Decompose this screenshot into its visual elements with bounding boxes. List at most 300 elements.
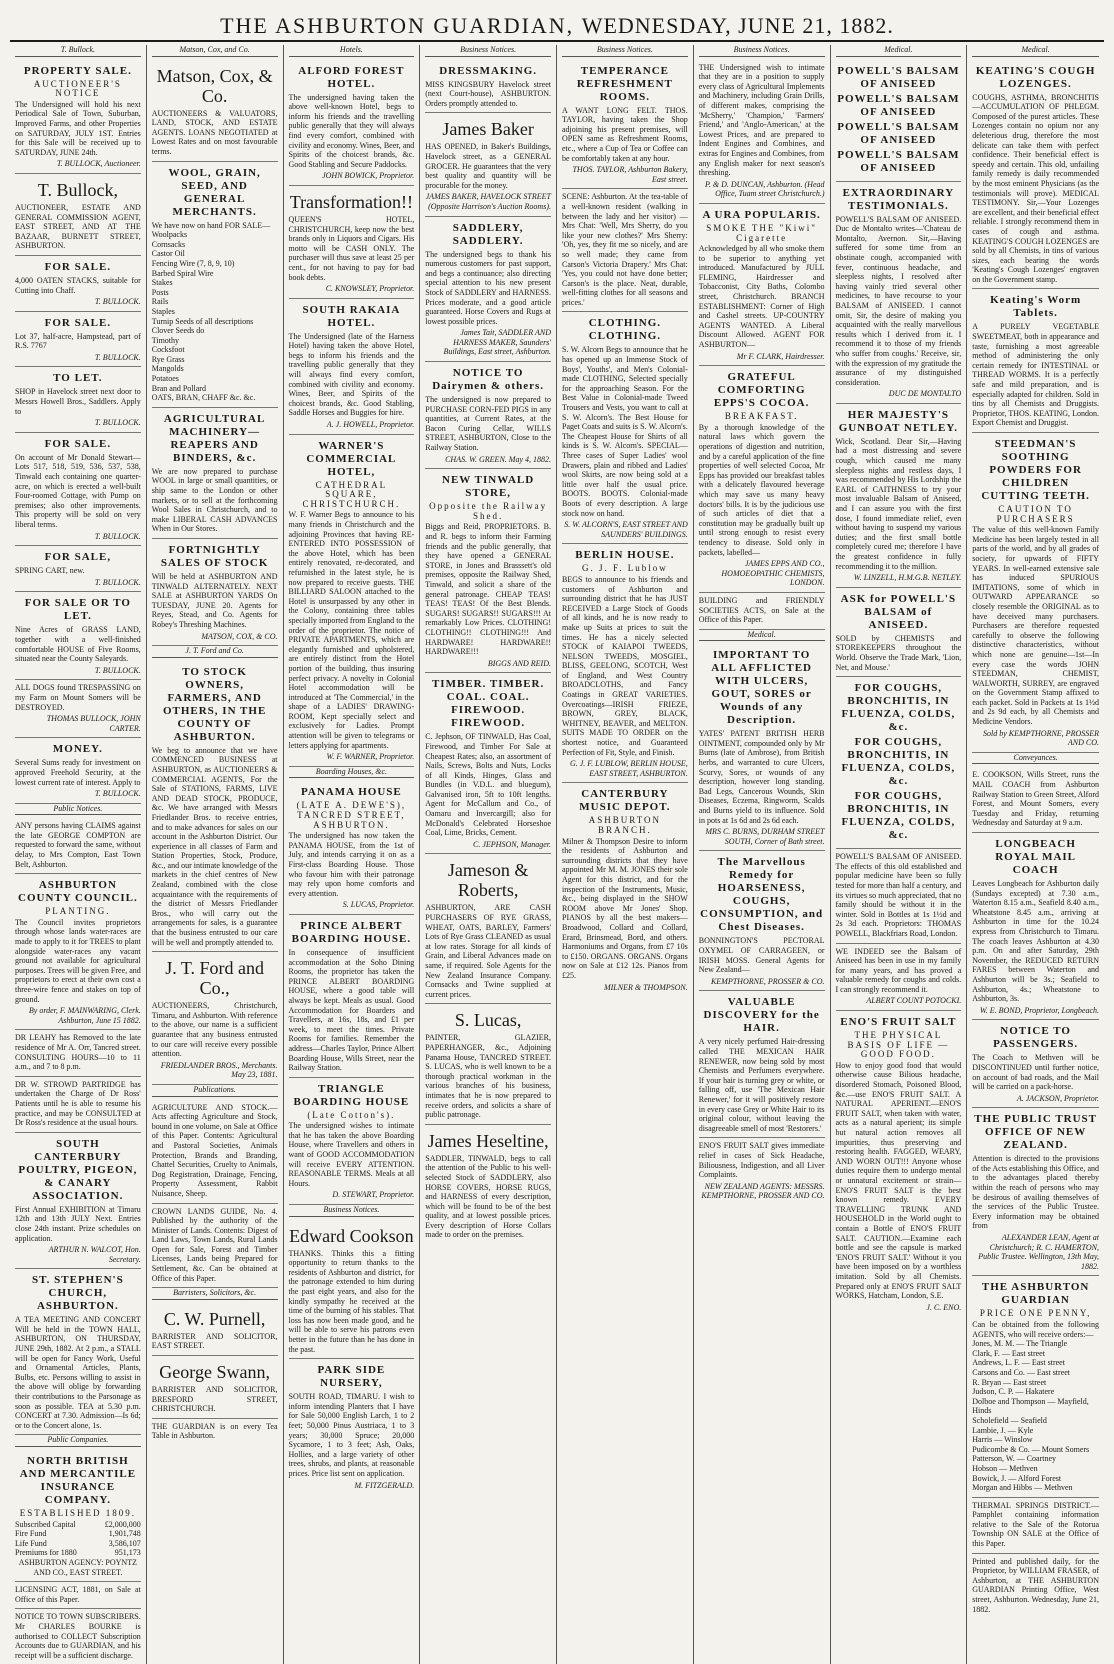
section-heading: Boarding Houses, &c. [289,767,415,779]
ad-subtitle: PRICE ONE PENNY, [979,1308,1092,1319]
advertisement [699,593,825,630]
notice [972,1498,1099,1554]
ad-list-item: Potatoes [151,374,179,384]
advertisement [836,404,962,588]
ad-list-item: Bowick, J. — Alford Forest [972,1473,1062,1483]
ad-title: Keating's Worm Tablets. [990,294,1082,320]
ad-body: W. F. Warner Begs to announce to his many friends in Christchurch and the adjoining Provinces that having RE-ENTERED INTO POSSESSION of the above Hotel, which has been entirely renovated, re-decorated, and refurnished in the latest style, he is now prepared to receive guests. THE BILLIARD SALOON attached to the Hotel is unsurpassed by any other in the Colony, containing three tables specially imported from England to the order of the proprietor. The notice of PRIVATE APARTMENTS, which are elegantly furnished and upholstered, are entirely distinct from the Hotel portion of the building, thus insuring perfect privacy. A novelty in Colonial Hotel accommodation will be introduced at 'The Commercial,' in the shape of a LADIES' DRAWING-ROOM, Kept specially select and exclusively for Ladies. Prompt attention will be given to telegrams or letters applying for apartments. [288,510,415,750]
column-heading: T. Bullock. [15,45,141,57]
advertisement [15,433,141,546]
ad-title: TO LET. [53,372,103,385]
ad-body: The Coach to Methven will be DISCONTINUED until further notice, on account of bad roads, and the Mail will be carried on a pack-horse. [972,1053,1099,1092]
advertisement [562,544,688,783]
masthead-rule [10,40,1104,42]
advertisement [836,588,962,677]
advertisement [152,162,278,408]
company-row-value: 3,586,107 [108,1538,141,1548]
ad-body: Acknowledged by all who smoke them to be superior to anything yet introduced. Manufactured by JULL FLEMING, Hairdresser and Tobacconist, City Baths, Colombo street, Christchurch. BRANCH ESTABLISHMENT: Corner of High and Cashel streets. UP-COUNTRY AGENTS WANTED. A Liberal Discount Allowed. AGENT FOR ASHBURTON— [698,244,825,350]
notice [289,915,415,1078]
ad-body: BARRISTER AND SOLICITOR, BRESFORD STREET, CHRISTCHURCH. [151,1385,278,1414]
advertisement [152,408,278,539]
ad-body: Printed and published daily, for the Proprietor, by WILLIAM FRASER, of Ashburton, at THE ASHBURTON GUARDIAN Printing Office, West street, Ashburton. Wednesday, June 21, 1882. [972,1556,1099,1614]
column-1 [10,45,147,1664]
advertisement [15,367,141,432]
ad-body: Wick, Scotland. Dear Sir,—Having had a most distressing and severe cough, which caused me many sleepless nights and restless days, I was recommended by His Lordship the EARL of CAITHNESS to try your most invaluable Balsam of Aniseed, and I can assure you with the first dose, I found immediate relief, even without having to suspend my various duties; and the first small bottle completely cured me; therefore I have the greatest confidence in fully recommending it to the million. [835,436,962,571]
ad-body: SOLD by CHEMISTS and STOREKEEPERS throughout the World. Observe the Trade Mark, 'Lion, Net, and Mouse.' [835,633,962,672]
company-agents: ASHBURTON AGENCY: POYNTZ AND CO., EAST STREET. [18,1557,137,1577]
advertisement [15,592,141,680]
advertisement [425,113,551,216]
ad-list-item: Cocksfoot [151,345,185,355]
company-row [15,1539,141,1549]
ad-body: A very nicely perfumed Hair-dressing called THE MEXICAN HAIR RENEWER, now being sold by most Chemists and Perfumers everywhere. If your hair is turning grey or white, or falling off, use 'The Mexican Hair Renewer,' for it will positively restore in every case Grey or White Hair to its original colour, without leaving the disagreeable smell of most 'Restorers.' [698,1037,825,1133]
ad-title: TO STOCK OWNERS, FARMERS, AND OTHERS, IN THE COUNTY OF ASHBURTON. [162,665,267,743]
notice [289,781,415,915]
notice [972,1554,1099,1619]
ad-list-item: Judson, C. P. — Hakatere [972,1387,1055,1397]
ad-body: DR W. STROWD PARTRIDGE has undertaken the Charge of Dr Ross' Patients until he is able to resume his practice, and may be CONSULTED at Dr Ross's residence at the usual hours. [15,1079,141,1128]
ad-body: Can be obtained from the following AGENTS, who will receive orders:— [972,1320,1099,1339]
ad-body: POWELL'S BALSAM OF ANISEED. The effects of this old established and popular medicine have been so fully tested for more than half a century, and its virtues so much appreciated, that no family should be without it in the winter. Sold in Bottles at 1s 1½d and 2s 3d each. Proprietors: THOMAS POWELL, Blackfriars Road, London. [835,852,962,938]
ad-list-item: Clark, F. — East street [972,1348,1045,1358]
ad-list-item: Andrews, L. F. — East street [972,1358,1065,1368]
notice [289,1220,415,1360]
ad-signature: Mr F. CLARK, Hairdresser. [736,351,825,361]
advertisement [972,60,1099,290]
ad-title: NOTICE TO Dairymen & others. [432,367,545,393]
ad-title: NOTICE TO PASSENGERS. [993,1025,1079,1051]
ad-title: TEMPERANCE REFRESHMENT ROOMS. [576,64,673,103]
advertisement [425,854,551,1004]
advertisement [699,366,825,593]
ad-body: AUCTIONEERS & VALUATORS, LAND, STOCK, AND ESTATE AGENTS. LOANS NEGOTIATED at Lowest Rates and on most favourable terms. [151,108,278,156]
ad-signature: T. BULLOCK. [94,665,141,675]
notice [972,1276,1099,1497]
advertisement [15,60,141,174]
ad-body: BUILDING and FRIENDLY SOCIETIES ACTS, on Sale at the Office of this Paper. [698,595,825,625]
notice [972,833,1099,1020]
ad-body: We beg to announce that we have COMMENCED BUSINESS at ASHBURTON, as AUCTIONEERS & COMMERCIAL AGENTS, For the Sale of STATIONS, FARMS, LIVE AND DEAD STOCK, PRODUCE, &c. We have arranged with Messrs Friedlander Bros. to receive entries, and to make advances for sales on our account in the Ashburton District. Our experience in all classes of Farm and Station Properties, Stock, Produce, &c., and our intimate knowledge of the markets in the chief centres of New Zealand, combined with the close acquaintance with the requirements of the district of Messrs Friedlander Bros., who will carry out the arrangements for sales, is a guarantee that the business entrusted to our care will be well and promptly attended to. [151,745,278,947]
ad-list-item: R. Bryan — East street [972,1377,1047,1387]
ad-title: DRESSMAKING. [439,64,538,77]
ad-list-item: Patterson, W. — Coartney [972,1454,1057,1464]
company-row-value: 1,901,748 [108,1529,141,1539]
ad-body: WE INDEED see the Balsam of Aniseed has been in use in my family for many years, and has proved a valuable remedy for coughs and colds. I can strongly recommend it. [835,946,962,994]
ad-title: LONGBEACH ROYAL MAIL COACH [995,838,1077,876]
ad-title: POWELL'S BALSAM OF ANISEED [837,148,960,174]
ad-title: HER MAJESTY'S GUNBOAT NETLEY. [838,408,959,434]
ad-signature: ALBERT COUNT POTOCKI. [866,996,962,1006]
ad-body: Attention is directed to the provisions of the Acts establishing this Office, and to the advantages placed thereby within the reach of persons who may be desirous of availing themselves of the services of the Public Trustee. Every information may be obtained from [972,1154,1099,1231]
ad-title: IMPORTANT TO ALL AFFLICTED WITH ULCERS, GOUT, SORES or Wounds of any Description. [711,649,812,727]
advertisement [15,256,141,312]
ad-title: FORTNIGHTLY SALES OF STOCK [160,544,269,569]
ad-list-item: Woolpacks [151,230,188,240]
advertisement [699,204,825,366]
ad-signature: A. JACKSON, Proprietor. [1016,1093,1099,1103]
ad-title: J. T. Ford and Co., [165,958,265,999]
ad-signature: T. BULLOCK. [94,297,141,307]
ad-signature: James Tait, SADDLER AND HARNESS MAKER, Saunders' Buildings, East street, Ashburton. [443,328,551,357]
ad-body: Several Sums ready for investment on approved Freehold Security, at the lowest current rate of interest. Apply to [15,758,141,787]
advertisement [15,546,141,592]
company-row [15,1520,141,1530]
notice [15,1030,141,1076]
ad-subtitle: G. J. F. Lublow [581,563,668,574]
ad-title: WOOL, GRAIN, SEED, AND GENERAL MERCHANTS. [168,166,261,218]
ad-signature: ALEXANDER LEAN, Agent at Christchurch; R. C. HAMERTON, Public Trustee. Wellington, 13th May, 1882. [978,1233,1099,1271]
ad-signature: CHAS. W. GREEN. May 4, 1882. [445,454,551,464]
advertisement [425,60,551,114]
ad-list-item: Turnip Seeds of all descriptions [151,316,254,326]
ad-body: How to enjoy good food that would otherwise cause Bilious headache, disordered Stomach, Poisoned Blood, &c.—use ENO'S FRUIT SALT. A NATURAL APERIENT.—ENO'S FRUIT SALT, when taken with water, acts as a natural aperient; its simple but natural action removes all impurities, thus preserving and restoring health. FAGGED, WEARY, AND WORN OUT!!! Anyone whose duties require them to undergo mental or unnatural excitement or strain—ENO'S FRUIT SALT is the best known remedy. EVERY TRAVELLING TRUNK AND HOUSEHOLD in the World ought to contain a Bottle of ENO'S FRUIT SALT. CAUTION.—Examine each bottle and see the capsule is marked 'ENO'S FRUIT SALT.' Without it you have been imposed on by a worthless imitation. Sold by all Chemists. Prepared only at ENO'S FRUIT SALT WORKS, Hatcham, London, S.E. [835,1060,962,1301]
company-row [15,1529,141,1539]
ad-title: NEW TINWALD STORE, [442,474,535,500]
ad-signature: J. C. ENO. [926,1302,962,1312]
ad-body: The undersigned having taken the above well-known Hotel, begs to inform his friends and the travelling public generally that they will always find every comfort, combined with civility and economy. Wines, Beer, and Spirits of the choicest brands, &c. Good Stabling and Secure Paddocks. [288,92,415,169]
ad-list [152,230,278,403]
ad-subtitle: PLANTING. [45,906,111,917]
ad-title: VALUABLE DISCOVERY for the HAIR. [703,996,820,1035]
advertisement [425,1004,551,1124]
notice [15,1269,141,1435]
ad-title: PANAMA HOUSE [301,786,402,799]
ad-body: The Council invites proprietors through whose lands water-races are made to apply to it for TREES to plant alongside water-races any vacant ground not available for agricultural purposes. Trees will be given Free, and proprietors to erect at their own cost a three-wire fence and stakes on top of ground. [15,917,141,1004]
advertisement [15,738,141,803]
ad-body: COUGHS, ASTHMA, BRONCHITIS —ACCUMULATION OF PHLEGM. Composed of the purest articles. These Lozenges contain no opium nor any deleterious drug, therefore the most delicate can take them with perfect confidence. Their beneficial effect is speedy and certain. This old, unfailing family remedy is daily recommended by the most eminent Physicians (as the testimonials will prove). MEDICAL TESTIMONY. Sir,—Your Lozenges are excellent, and their beneficial effect reliable. I strongly recommend them in cases of cough and asthma. KEATING'S COUGH LOZENGES are sold by all Chemists, in tins of various sizes, each bearing the words 'Keating's Cough Lozenges' engraven on the Government stamp. [972,92,1099,284]
ad-signature: S. LUCAS, Proprietor. [342,900,415,910]
ad-body: ALL DOGS found TRESPASSING on my Farm on Mount Somers will be DESTROYED. [15,683,141,712]
advertisement [425,673,551,854]
section-heading: Barristers, Solicitors, &c. [152,1288,278,1300]
ad-title: THE PUBLIC TRUST OFFICE OF NEW ZEALAND. [974,1113,1098,1152]
ad-body: SOUTH ROAD, TIMARU. I wish to inform intending Planters that I have for Sale 50,000 English Larch, 1 to 2 feet; 50,000 Pinus Austriaca, 1 to 3 years; 30,000 Spruce; 20,000 Sycamore, 1 to 3 feet; Ash, Oaks, Hollies, and a large variety of other trees, shrubs, and plants, at reasonable prices. Price list sent on application. [288,1392,415,1478]
advertisement [152,539,278,646]
ad-title: FOR COUGHS, BRONCHITIS, IN FLUENZA, COLDS, &c. [841,736,956,788]
ad-list-item: Rye Grass [151,354,185,364]
section-heading: Business Notices. [289,1205,415,1217]
company-row-label: Life Fund [15,1538,47,1548]
notice [15,818,141,874]
column-7 [831,45,968,1664]
ad-signature: S. W. ALCORN'S, EAST STREET AND SAUNDERS' BUILDINGS. [564,520,688,539]
ad-body: Lot 37, half-acre, Hampstead, part of R.S. 7767 [15,331,141,351]
ad-signature: T. BULLOCK. [94,418,141,428]
ad-list [972,1339,1099,1493]
company-row-label: Fire Fund [15,1529,47,1539]
ad-title: Edward Cookson [289,1225,414,1246]
ad-body: AGRICULTURE AND STOCK.—Acts affecting Agriculture and Stock, bound in one volume, on Sale at Office of this Paper. Contents: Agricultural and Pastoral Societies, Animals Protection, Brands and Branding, Chattel Securities, Cruelty to Animals, Dog Registration, Drainage, Fencing, Property Assessment, Rabbit Nuisance, Sheep. [151,1102,278,1198]
ad-signature: T. BULLOCK. [94,352,141,362]
ad-signature: By order, F. MAINWARING, Clerk. Ashburton, June 15 1882. [28,1006,141,1025]
ad-signature: JAMES BAKER, HAVELOCK STREET (Opposite Harrison's Auction Rooms). [425,192,551,211]
ad-title: C. W. Purnell, [163,1308,266,1329]
column-heading: Business Notices. [425,45,551,57]
ad-body: SHOP in Havelock street next door to Messrs Howell Bros., Saddlers. Apply to [15,387,141,416]
ad-title: GRATEFUL COMFORTING EPPS'S COCOA. [713,371,810,410]
ad-title: Transformation!! [289,191,414,212]
notice [15,1582,141,1609]
advertisement [836,677,962,849]
notice [289,1359,415,1494]
ad-signature: C. JEPHSON, Manager. [473,839,551,849]
ad-body: The Undersigned will hold his next Periodical Sale of Town, Suburban, Improved Farms, and other Properties on SATURDAY, JULY 1ST. Entries for this Sale will be received up to SATURDAY, JUNE 24th. [15,99,141,157]
column-grid [10,45,1104,1660]
ad-body: Milner & Thompson Desire to inform the residents of Ashburton and surrounding districts that they have appointed Mr M. M. JONES their sole Agent for this district, and for the inspection of the Instruments, Music, &c., being displayed in the SHOW ROOM above Mr Jones' Shop. PIANOS by all the best makers—Broadwood, Collard and Collard, Erard, Brinsmead, Bord, and others. Harmoniums and Organs, from £7 10s to £150. ORGANS. ORGANS. Organs now on Sale at £12 12s. Pianos from £25. [562,836,688,980]
ad-title: POWELL'S BALSAM OF ANISEED [837,92,960,118]
ad-body: First Annual EXHIBITION at Timaru 12th and 13th JULY Next. Entries close 24th instant. Prize schedules on application. [15,1204,141,1243]
ad-body: We have now on hand FOR SALE— [151,220,271,230]
ad-signature: A. J. HOWELL, Proprietor. [326,420,415,430]
advertisement [289,186,415,299]
ad-signature: W. E. BOND, Proprietor, Longbeach. [979,1005,1099,1015]
ad-body: THE GUARDIAN is on every Tea Table in Ashburton. [151,1421,278,1441]
ad-title: A URA POPULARIS. [702,208,821,221]
ad-subtitle: (Late Cotton's). [307,1109,396,1120]
ad-list-item: Carsons and Co. — East street [972,1367,1071,1377]
ad-body: Leaves Longbeach for Ashburton daily (Sundays excepted) at 7.30 a.m., Waterton 8.15 a.m., Seafield 8.40 a.m., Wheatstone 8.45 a.m., arriving at Ashburton in time for the 10.24 express from Christchurch to Timaru. The coach leaves Ashburton at 4.30 p.m. On and after Saturday, 29th November, the REDUCED RETURN FARES between Waterton and Ashburton will be 3s.; Seafield to Ashburton, 4s.; Wheatstone to Ashburton, 3s. [972,879,1099,1004]
ad-signature: BIGGS AND REID. [487,658,551,668]
ad-body: BEGS to announce to his friends and customers of Ashburton and surrounding district that he has JUST RECEIVED a Large Stock of Goods of all kinds, and he is now ready to make up Suits at prices to suit the times. He has a nicely selected STOCK of KAIAPOI TWEEDS, NELSON TWEEDS, MOSGIEL, BLISS, GEELONG, SCOTCH, West of England, and West Country BROADCLOTHS, and Fancy Coatings in GREAT VARIETIES. Overcoatings—IRISH FRIEZE, BROWN, GREY, BLACK, WHITNEY, BEAVER, and MELTON. SUITS MADE TO ORDER on the shortest notice, and Guaranteed Perfection of Fit, Style, and Finish. [562,574,688,757]
ad-title: AGRICULTURAL MACHINERY—REAPERS AND BINDERS, &c. [163,412,266,464]
ad-title: BERLIN HOUSE. [575,549,675,562]
ad-title: ASHBURTON COUNTY COUNCIL. [18,879,138,905]
masthead-title: THE ASHBURTON GUARDIAN, [220,13,575,38]
ad-body: C. Jephson, OF TINWALD, Has Coal, Firewood, and Timber For Sale at Cheapest Rates; also, an assortment of Nails, Screws, Bolts and Nuts, Locks of all Kinds, Hinges, Glass and Bundles (in V.D.L. and bluegum), Galvanised iron, 5ft to 10ft lengths. Agent for McCallum and Co., of Oamaru and Invercargill; also for McDonald's Celebrated Horseshoe Coal, Lime, Bricks, Cement. [425,732,551,838]
ad-title: S. Lucas, [454,1010,522,1031]
section-heading: Public Notices. [15,804,141,816]
company-row [15,1548,141,1558]
ad-signature: THOMAS BULLOCK, JOHN CARTER. [46,714,141,733]
ad-title: George Swann, [159,1362,270,1383]
advertisement [836,1011,962,1316]
ad-list-item: Timothy [151,335,180,345]
ad-body: The undersigned has now taken the PANAMA HOUSE, from the 1st of July, and intends carrying it on as a First-class Boarding House. Those who favour him with their patronage may rely upon home comforts and every attention. [288,831,415,898]
ad-body: MISS KINGSBURY Havelock street (next Court-house), ASHBURTON. Orders promptly attended to. [425,79,551,108]
ad-title: ASK for POWELL'S BALSAM of ANISEED. [840,592,957,631]
ad-body: On account of Mr Donald Stewart—Lots 517, 518, 519, 536, 537, 538, Tinwald each containing one quarter-acre, on which is erected a well-built Four-roomed Cottage, with Pump on premises; also other improvements. This property will be sold on very liberal terms. [15,452,141,529]
ad-list-item: Staples [151,306,175,316]
ad-list-item: Rails [151,297,169,307]
notice [699,644,825,851]
column-heading: Medical. [836,45,962,57]
ad-signature: C. KNOWSLEY, Proprietor. [325,284,415,294]
ad-title: Jameson & Roberts, [447,860,529,901]
ad-title: TIMBER. TIMBER. COAL. COAL. FIREWOOD. FIREWOOD. [431,678,545,730]
ad-body: 4,000 OATEN STACKS, suitable for Cutting into Chaff. [15,275,141,295]
ad-body: We are now prepared to purchase WOOL in large or small quantities, or ship same to the London or other markets, or to sell at the forthcoming Wool Sales in Christchurch, and to make LIBERAL CASH ADVANCES When in Our Stores. [151,466,278,534]
notice [699,851,825,991]
ad-body: In consequence of insufficient accommodation at the Soho Dining Rooms, the proprietor has taken the PRINCE ALBERT BOARDING HOUSE, where a good table will always be kept. Meals as usual. Good Accommodation for Boarders and Travellers, at 16s, 18s, and £1 per week, to meet the times. Private Rooms for families. Remember the address—Charles Taylor, Prince Albert Boarding House, Wills Street, near the Railway Station. [288,947,415,1073]
ad-signature: W. LINZELL, H.M.G.B. NETLEY. [853,573,962,583]
section-heading: J. T. Ford and Co. [152,646,278,658]
ad-body: QUEEN'S HOTEL, CHRISTCHURCH, keep now the best brands only in Liquors and Cigars. His motto will be CASH ONLY. The purchaser will thus save at least 25 per cent., for not having to pay for bad book debts. [288,214,415,282]
ad-body: Nine Acres of GRASS LAND, together with a well-finished comfortable HOUSE of Five Rooms, situated near the County Saleyards. [15,625,141,664]
lawyer-card [152,1356,278,1419]
ad-title: FOR SALE. [44,260,112,273]
ad-title: PROPERTY SALE. [23,64,132,77]
ad-subtitle: CATHEDRAL SQUARE, CHRISTCHURCH. [302,479,401,509]
ad-subtitle: THE PHYSICAL BASIS OF LIFE — GOOD FOOD. [847,1030,950,1060]
ad-title: FOR SALE, [44,551,112,564]
ad-body: PAINTER, GLAZIER, PAPERHANGER, &c., Adjoining Panama House, TANCRED STREET. S. LUCAS, who is well known to be a thorough practical workman in the various branches of his business, intimates that he is now prepared to receive orders, and solicits a share of public patronage. [425,1033,551,1120]
ad-signature: MRS C. BURNS, DURHAM STREET SOUTH, Corner of Bath street. [705,827,825,846]
column-heading: Matson, Cox, and Co. [152,45,278,57]
ad-list-item: Clover Seeds do [151,326,205,336]
ad-body: The undersigned is now prepared to PURCHASE CORN-FED PIGS in any quantities, at Current Rates, at the Bacon Curing Cellar, WILLS STREET, ASHBURTON, Close to the Railway Station. [425,395,551,453]
ad-title: FOR SALE OR TO LET. [24,597,131,623]
column-2 [147,45,284,1664]
advertisement [289,435,415,767]
advertisement [836,182,962,404]
ad-signature: Sold by KEMPTHORNE, PROSSER AND CO. [983,728,1099,748]
ad-subtitle: SMOKE THE "Kiwi" Cigarette [706,222,817,243]
ad-body: HAS OPENED, in Baker's Buildings, Havelock street, as a GENERAL GROCER. He guarantees that the very best quality and quantity will be procurable for the money. [425,142,551,190]
ad-subtitle: ASHBURTON BRANCH. [588,815,662,835]
ad-signature: FRIEDLANDER BROS., Merchants. May 23, 1881. [160,1060,278,1080]
ad-body: AUCTIONEERS, Christchurch, Timaru, and Ashburton. With reference to the above, our name is a sufficient guarantee that any business entrusted to our care will receive every possible attention. [151,1001,278,1059]
ad-signature: KEMPTHORNE, PROSSER & CO. [710,976,825,986]
notice [972,1020,1099,1108]
ad-title: ENO'S FRUIT SALT [840,1016,957,1029]
ad-signature: W. F. WARNER, Proprietor. [326,752,415,762]
ad-list-item: Dolboe and Thompson — Mayfield, Hinds [972,1396,1089,1416]
ad-title: James Heseltine, [427,1130,549,1151]
ad-body: The undersigned begs to thank his numerous customers for past support, and begs a continuance; also directing special attention to his new present Stock of SADDLERY and HARNESS. Prices moderate, and a good article guaranteed. Horse Covers and Rugs at lowest possible prices. [425,249,551,326]
ad-signature: P. & D. DUNCAN, Ashburton. (Head Office, Tuam street Christchurch.) [705,179,825,199]
ad-body: Biggs and Reid, PROPRIETORS. B. and R. begs to inform their Farming friends and the public generally, that they have opened a GENERAL STORE, in Jones and Brasssett's old premises, opposite the Railway Shed, Tinwald, and solicit a share of the general patronage. CHEAP TEAS! TEAS! TEAS! Of the Best Blends. SUGARS! SUGARS!! SUGARS!!! At remarkably Low Prices. CLOTHING! CLOTHING!! CLOTHING!!! And HARDWARE! HARDWARE!! HARDWARE!!! [425,522,551,657]
company-row-value: 951,173 [114,1548,141,1558]
ad-body: The value of this well-known Family Medicine has been largely tested in all parts of the world, and by all grades of society, for upwards of FIFTY YEARS. In well-earned extensive sale has induced SPURIOUS IMITATIONS, some of which in OUTWARD APPEARANCE so closely resemble the ORIGINAL as to have deceived many purchasers. Purchasers are therefore requested carefully to observe the following distinctive characteristics, without which none are genuine—1st—In every case the words JOHN STEEDMAN, CHEMIST, WALWORTH, SURREY, are engraved on the Government Stamp affixed to each packet. Sold in Packets at 1s 1½d and 2s 9d each, by all Chemists and Medicine Vendors. [972,525,1099,727]
ad-title: FOR COUGHS, BRONCHITIS, IN FLUENZA, COLDS, &c. [841,790,956,842]
company-row-value: £2,000,000 [104,1519,141,1529]
advertisement [425,1125,551,1244]
advertisement [562,189,688,312]
ad-title: SOUTH RAKAIA HOTEL. [302,303,401,329]
column-heading: Business Notices. [699,45,825,57]
column-6 [694,45,831,1664]
ad-list-item: Stakes [151,278,173,288]
column-heading: Hotels. [289,45,415,57]
advertisement [972,433,1099,753]
notice [699,991,825,1138]
section-heading: Medical. [699,630,825,642]
ad-signature: T. BULLOCK. [94,531,141,541]
ad-body: E. COOKSON, Wills Street, runs the MAIL COACH from Ashburton Railway Station to Green Street, Alford Forest, and Mount Somers, every Tuesday and Friday, returning Wednesday and Saturday at 9 a.m. [972,770,1099,828]
ad-title: Matson, Cox, & Co. [156,65,273,106]
ad-title: POWELL'S BALSAM OF ANISEED [837,64,960,90]
advertisement [289,299,415,435]
ad-title: WARNER'S COMMERCIAL HOTEL, [306,439,397,478]
ad-body: ASHBURTON, ARE CASH PURCHASERS OF RYE GRASS, WHEAT, OATS, BARLEY, Farmers' Lots of Rye Grass CLEANED as usual at low rates. Storage for all kinds of Grain, and Liberal Advances made on same, if required. Sole Agents for the New Zealand Insurance Company. Cornsacks and Twine supplied at current prices. [425,903,551,999]
section-heading: Conveyances. [972,753,1099,765]
ad-list-item: Posts [151,287,169,297]
company-notice [15,1450,141,1582]
ad-body: SADDLER, TINWALD, begs to call the attention of the Public to his well-selected Stock of SADDLERY, also HORSE COVERS, HORSE RUGS, and HARNESS of every description, which will be found to be of the best quality, and at lowest possible prices. Every description of Horse Collars made to order on the premises. [425,1153,551,1240]
ad-body: The undersigned wishes to intimate that he has taken the above Boarding House, where Travellers and others in want of GOOD ACCOMMODATION will receive EVERY ATTENTION. REASONABLE TERMS. Meals at all Hours. [288,1121,415,1188]
ad-subtitle: AUCTIONEER'S NOTICE [33,78,122,99]
ad-title: SADDLERY, SADDLERY. [452,221,524,247]
column-heading: Medical. [972,45,1099,57]
advertisement [289,60,415,186]
ad-list-item: Harris — Winslow [972,1435,1033,1445]
ad-title: ALFORD FOREST HOTEL. [298,64,405,90]
advertisement [425,469,551,673]
ad-body: AUCTIONEER, ESTATE AND GENERAL COMMISSION AGENT, EAST STREET, AND AT THE BAZAAR, BURNETT STREET, ASHBURTON. [15,202,141,251]
lawyer-card [152,1303,278,1356]
notice [15,1133,141,1270]
ad-title: TRIANGLE BOARDING HOUSE [293,1082,410,1108]
ad-signature: NEW ZEALAND AGENTS: MESSRS. KEMPTHORNE, PROSSER AND CO. [701,1181,825,1201]
ad-title: CANTERBURY MUSIC DEPOT. [579,788,671,814]
ad-title: SOUTH CANTERBURY POULTRY, PIGEON, & CANARY ASSOCIATION. [18,1137,138,1202]
ad-title: KEATING'S COUGH LOZENGES. [975,64,1096,90]
ad-body: The Undersigned (late of the Harness Hotel) having taken the above Hotel, begs to inform his friends and the travelling public generally that they will always find every comfort, combined with civility and economy. Wines, Beer, and Spirits of the choicest brands, &c. Good Stabling, Saddle Horses and Buggies for hire. [288,331,415,418]
ad-title: T. Bullock, [37,179,118,200]
company-established: ESTABLISHED 1809. [19,1508,137,1518]
notice [152,661,278,952]
notice [15,1609,141,1664]
advertisement [836,849,962,943]
ad-list-item: Fencing Wire (7, 8, 9, 10) [151,258,235,268]
notice [699,1138,825,1205]
ad-title: CLOTHING. CLOTHING. [588,317,661,343]
ad-title: FOR SALE. [44,316,112,329]
ad-body: CROWN LANDS GUIDE, No. 4. Published by the authority of the Minister of Lands. Contents: Digest of Land Laws, Town Lands, Rural Lands Open for Sale, Forest and Timber Licenses, Lands being Prepared for Settlement, &c. Can be obtained at Office of this Paper. [151,1206,278,1283]
notice [972,767,1099,833]
ad-title: James Baker [442,119,534,140]
notice [289,1078,415,1205]
ad-list-item: OATS, BRAN, CHAFF &c. &c. [151,393,256,403]
ad-body: A WANT LONG FELT. THOS. TAYLOR, having taken the Shop adjoining his present premises, will OPEN same as Refreshment Rooms, etc., where a Cup of Tea or Coffee can be comfortably taken at any hour. [562,105,688,163]
advertisement [152,60,278,162]
advertisement [425,362,551,469]
advertisement [562,783,688,996]
ad-subtitle: BREAKFAST. [724,411,799,422]
ad-title: POWELL'S BALSAM OF ANISEED [837,120,960,146]
ad-signature: M. FITZGERALD. [354,1480,415,1490]
lawyer-card [152,1419,278,1445]
ad-title: PARK SIDE NURSERY, [317,1364,386,1390]
advertisement [562,312,688,544]
ad-subtitle: (LATE A. DEWE'S), TANCRED STREET, ASHBURTON. [296,800,407,830]
column-3 [284,45,421,1664]
company-row-label: Premiums for 1880 [15,1548,77,1558]
ad-body: LICENSING ACT, 1881, on Sale at Office of this Paper. [15,1585,141,1604]
advertisement [15,312,141,368]
advertisement [836,60,962,182]
ad-signature: DUC DE MONTALTO [888,389,962,399]
ad-body: ANY persons having CLAIMS against the late GEORGE COMPTON are requested to forward the same, without delay, to Mrs Compton, East Town Belt, Ashburton. [15,821,141,869]
ad-body: Will be held at ASHBURTON AND TINWALD ALTERNATELY. NEXT SALE at ASHBURTON YARDS On TUESDAY, JUNE 20. Agents for Reyes, Stead, and Co. Agents for Robey's Threshing Machines. [151,572,278,629]
advertisement [15,174,141,256]
ad-title: PRINCE ALBERT BOARDING HOUSE. [291,919,412,945]
ad-body: ENO'S FRUIT SALT gives immediate relief in cases of Sick Headache, Biliousness, Indigestion, and all Liver Complaints. [698,1141,825,1180]
ad-signature: THOS. TAYLOR, Ashburton Bakery, East street. [572,165,688,184]
column-4 [420,45,557,1664]
section-heading: Publications. [152,1085,278,1097]
ad-body: A TEA MEETING AND CONCERT Will be held in the TOWN HALL, ASHBURTON, ON THURSDAY, JUNE 29th, 1882. At 2 p.m., a STALL will be open for Fancy Work, Useful and Ornamental Articles, Plants, Bulbs, etc. Persons willing to assist in the above will oblige by forwarding their contributions to the Parsonage as soon as possible. TEA at 5.30 p.m. CONCERT at 7.30. Admission—Is 6d; or to the Concert alone, 1s. [15,1315,141,1430]
advertisement [836,944,962,1012]
column-5 [557,45,694,1664]
ad-subtitle: CAUTION TO PURCHASERS [996,504,1075,524]
ad-signature: T. BULLOCK. [94,577,141,587]
ad-signature: ARTHUR N. WALCOT, Hon. Secretary. [48,1245,141,1264]
ad-title: STEEDMAN'S SOOTHING POWDERS FOR CHILDREN CUTTING TEETH. [981,438,1090,502]
ad-body: THE Undersigned wish to intimate that they are in a position to supply every class of Agricultural Implements and Machinery, including Grain Drills, of different makes, comprising the 'McSherry,' 'Champion,' 'Farmers' Friend,' and 'Anglo-American,' at the Lowest Prices, and are prepared to Indent Engines and Combines, and extras for Engines and Combines, from any English maker for next season's threshing. [698,62,825,178]
ad-list-item: Bran and Pollard [151,383,206,393]
ad-title: MONEY. [52,743,103,756]
